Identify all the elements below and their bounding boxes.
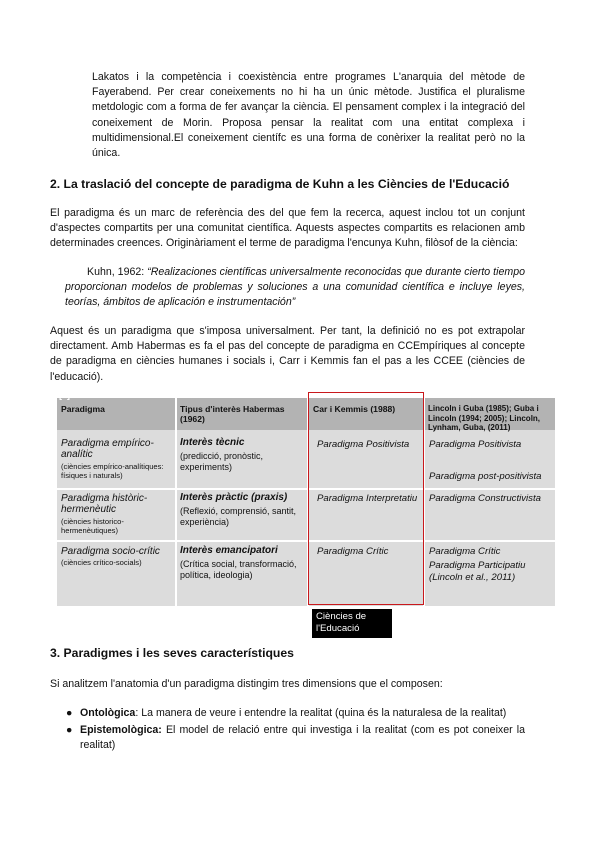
row3-lincoln-3: (Lincoln et al., 2011) xyxy=(429,572,516,583)
table-row xyxy=(61,493,173,535)
row2-carr: Paradigma Interpretatiu xyxy=(317,493,418,504)
row3-interest: Interès emancipatori xyxy=(180,545,278,556)
bullet-term: Ontològica xyxy=(80,707,136,719)
row3-carr: Paradigma Crític xyxy=(317,546,389,557)
row3-lincoln-2: Paradigma Participatiu xyxy=(429,560,526,571)
list-item xyxy=(66,706,525,721)
paradigm-table xyxy=(57,398,555,606)
dimension-list xyxy=(66,706,525,756)
header-habermas: Tipus d'interès Habermas (1962) xyxy=(180,404,285,425)
bullet-term: Epistemològica: xyxy=(80,724,162,737)
quote-author: Kuhn, 1962: xyxy=(87,266,148,278)
row1-lincoln-1: Paradigma Positivista xyxy=(429,439,522,450)
row1-lincoln-2: Paradigma post-positivista xyxy=(429,471,542,482)
ciencies-educacio-label: Ciències de l'Educació xyxy=(312,609,392,638)
section-3-heading: 3. Paradigmes i les seves característiques xyxy=(50,646,294,660)
row1-interest: Interès tècnic xyxy=(180,437,245,448)
table-row xyxy=(61,546,173,567)
row3-paradigm: Paradigma socio-crític xyxy=(61,546,160,557)
section-3-paragraph: Si analitzem l'anatomia d'un paradigma distingim tres dimensions que el composen: xyxy=(50,678,443,690)
header-paradigma: Paradigma xyxy=(61,404,105,414)
header-carr-kemmis: Car i Kemmis (1988) xyxy=(313,404,396,414)
row2-lincoln-1: Paradigma Constructivista xyxy=(429,493,541,504)
bullet-sep: : xyxy=(135,707,142,719)
row2-interest-sub: (Reflexió, comprensió, santit, experiència) xyxy=(180,506,297,528)
quote-text: “Realizaciones científicas universalmente reconocidas que durante cierto tiempo proporcionan modelos de problemas y soluciones a una comunidad científica e incluye leyes, teorías, ámbitos de aplicación e instrumentación” xyxy=(65,266,525,309)
table-row xyxy=(61,438,173,480)
section-2-paragraph-1: El paradigma és un marc de referència des del que fem la recerca, aquest inclou tot un conjunt d'aspectes compartits per una comunitat científica. Aquests aspectes compartits es relacionen amb determinades creences. Originàriament el terme de paradigma l'encunya Kuhn, filòsof de la ciència: xyxy=(50,207,525,250)
bullet-icon: ● xyxy=(66,724,73,737)
row2-paradigm-sub: (ciències historico-hermenèutiques) xyxy=(61,516,124,535)
row2-interest: Interès pràctic (praxis) xyxy=(180,492,288,503)
figure-page-number: [2] xyxy=(59,390,70,400)
row3-interest-sub: (Crítica social, transformació, política, ideologia) xyxy=(180,559,297,581)
row1-carr: Paradigma Positivista xyxy=(317,439,410,450)
row3-paradigm-sub: (ciències crítico-socials) xyxy=(61,558,142,568)
row1-paradigm-sub: (ciències empírico-analítiques: físiques i naturals) xyxy=(61,461,164,480)
section-2-paragraph-2: Aquest és un paradigma que s'imposa universalment. Per tant, la definició no es pot extrapolar directament. Amb Habermas es fa el pas del concepte de paradigma en CCEmpíriques al concepte de paradigma en ciències humanes i socials i, Carr i Kemmis fan el pas a les CCEE (ciències de l'educació). xyxy=(50,325,525,383)
section-2-heading: 2. La traslació del concepte de paradigma de Kuhn a les Ciències de l'Educació xyxy=(50,177,510,191)
list-item xyxy=(66,723,525,753)
bullet-icon: ● xyxy=(66,707,73,719)
bullet-text: La manera de veure i entendre la realitat (quina és la naturalesa de la realitat) xyxy=(141,707,507,719)
row2-paradigm: Paradigma històric-hermenèutic xyxy=(61,493,148,516)
row3-lincoln-1: Paradigma Crític xyxy=(429,546,501,557)
bullet-text: El model de relació entre qui investiga i la realitat (com es pot coneixer la realitat) xyxy=(80,724,525,752)
carr-kemmis-highlight-frame xyxy=(308,392,424,605)
kuhn-quote xyxy=(65,265,525,311)
row1-interest-sub: (predicció, pronòstic, experiments) xyxy=(180,451,264,473)
header-lincoln-guba: Lincoln i Guba (1985); Guba i Lincoln (1994; 2005); Lincoln, Lynham, Guba, (2011) xyxy=(428,404,541,433)
intro-paragraph: Lakatos i la competència i coexistència entre programes L'anarquia del mètode de Fayerabend. Per crear coneixements no hi ha un únic mètode. Justifica el pluralisme metdologic com a forma de fer avançar la ciència. El pensament complex i la integració del coneixement de Morin. Proposa pensar la realitat com una entitat complexa i multidimensional.El coneixement científc es una forma de conèrixer la realitat però no la única. xyxy=(92,71,525,160)
row1-paradigm: Paradigma empírico-analític xyxy=(61,438,154,461)
